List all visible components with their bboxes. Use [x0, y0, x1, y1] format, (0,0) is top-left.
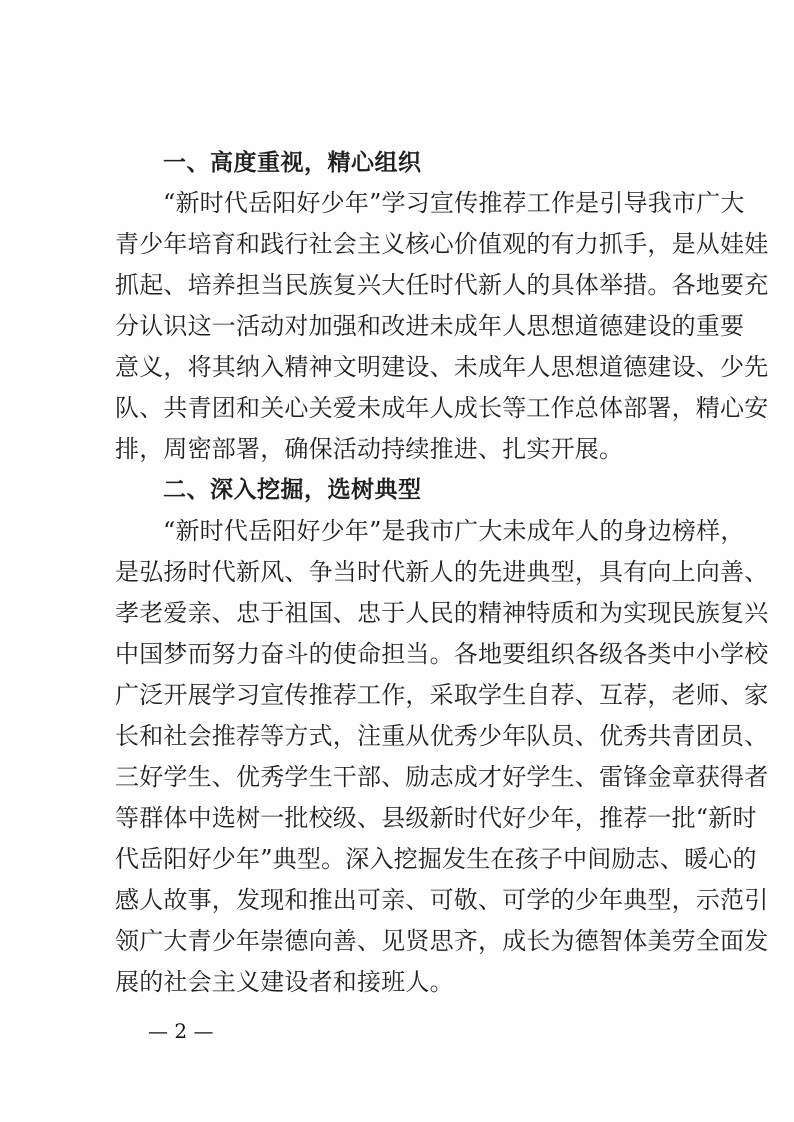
paragraph-2-line-6: 长和社会推荐等方式，注重从优秀少年队员、优秀共青团员、 [115, 722, 769, 750]
paragraph-2-line-4: 中国梦而努力奋斗的使命担当。各地要组织各级各类中小学校 [115, 640, 769, 668]
page-number: — 2 — [148, 1019, 214, 1043]
paragraph-2-line-5: 广泛开展学习宣传推荐工作，采取学生自荐、互荐，老师、家 [115, 681, 769, 709]
paragraph-1-line-3: 抓起、培养担当民族复兴大任时代新人的具体举措。各地要充 [115, 271, 769, 299]
section-heading-2: 二、深入挖掘，选树典型 [163, 477, 422, 503]
paragraph-2-line-11: 领广大青少年崇德向善、见贤思齐，成长为德智体美劳全面发 [115, 927, 769, 955]
paragraph-1-line-7: 排，周密部署，确保活动持续推进、扎实开展。 [115, 435, 624, 463]
paragraph-2-line-1: “新时代岳阳好少年”是我市广大未成年人的身边榜样， [163, 517, 745, 545]
paragraph-1-line-6: 队、共青团和关心关爱未成年人成长等工作总体部署，精心安 [115, 394, 769, 422]
paragraph-2-line-7: 三好学生、优秀学生干部、励志成才好学生、雷锋金章获得者 [115, 763, 769, 791]
paragraph-2-line-12: 展的社会主义建设者和接班人。 [115, 968, 454, 996]
paragraph-2-line-3: 孝老爱亲、忠于祖国、忠于人民的精神特质和为实现民族复兴 [115, 599, 769, 627]
section-heading-1: 一、高度重视，精心组织 [163, 150, 422, 176]
paragraph-2-line-9: 代岳阳好少年”典型。深入挖掘发生在孩子中间励志、暖心的 [115, 845, 757, 873]
paragraph-1-line-4: 分认识这一活动对加强和改进未成年人思想道德建设的重要 [115, 312, 745, 340]
paragraph-2-line-8: 等群体中选树一批校级、县级新时代好少年，推荐一批“新时 [115, 804, 757, 832]
paragraph-2-line-10: 感人故事，发现和推出可亲、可敬、可学的少年典型，示范引 [115, 886, 769, 914]
paragraph-1-line-2: 青少年培育和践行社会主义核心价值观的有力抓手，是从娃娃 [115, 230, 769, 258]
paragraph-1-line-1: “新时代岳阳好少年”学习宣传推荐工作是引导我市广大 [163, 189, 745, 217]
paragraph-2-line-2: 是弘扬时代新风、争当时代新人的先进典型，具有向上向善、 [115, 558, 769, 586]
paragraph-1-line-5: 意义，将其纳入精神文明建设、未成年人思想道德建设、少先 [115, 353, 769, 381]
